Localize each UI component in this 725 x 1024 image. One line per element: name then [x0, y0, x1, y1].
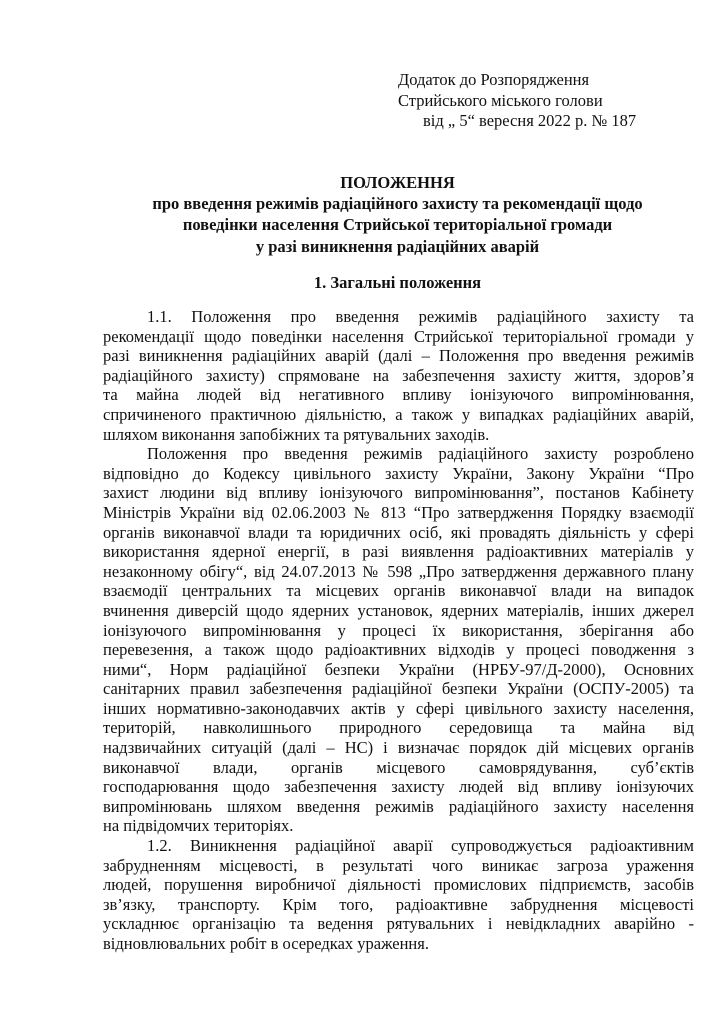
- paragraph-line: захист людини від впливу іонізуючого випромінювання”, постанов Кабінету: [103, 483, 694, 503]
- paragraph-line: спричиненого практичною діяльністю, а також у випадках радіаційних аварій,: [103, 404, 694, 424]
- paragraph-line: шляхом виконання запобіжних та рятувальних заходів.: [103, 424, 490, 444]
- paragraph-line: органів виконавчої влади та юридичних осіб, які провадять діяльність у сфері: [103, 522, 694, 542]
- paragraph-line: взаємодії центральних та місцевих органів виконавчої влади на випадок: [103, 581, 694, 601]
- paragraph-line: перевезення, а також щодо радіоактивних відходів у процесі поводження з: [103, 640, 694, 660]
- paragraph-line: 1.1. Положення про введення режимів радіаційного захисту та: [147, 307, 694, 326]
- paragraph-line: ними“, Норм радіаційної безпеки України (НРБУ-97/Д-2000), Основних: [103, 659, 694, 679]
- title-line: ПОЛОЖЕННЯ: [340, 173, 455, 192]
- paragraph-line: Міністрів України від 02.06.2003 № 813 “Про затвердження Порядку взаємодії: [103, 502, 694, 522]
- title-line: у разі виникнення радіаційних аварій: [255, 236, 540, 256]
- title-line: поведінки населення Стрийської територіальної громади: [182, 215, 613, 235]
- paragraph-line: та майна людей від негативного впливу іонізуючого випромінювання,: [103, 385, 694, 405]
- paragraph-line: господарювання щодо забезпечення захисту людей від впливу іонізуючих: [103, 777, 694, 797]
- paragraph-line: вчинення диверсій щодо ядерних установок, ядерних матеріалів, інших джерел: [103, 600, 694, 620]
- paragraph-line: разі виникнення радіаційних аварій (далі – Положення про введення режимів: [103, 346, 694, 366]
- paragraph-line: випромінювань шляхом введення режимів радіаційного захисту населення: [103, 796, 694, 816]
- paragraph-line: забрудненням місцевості, в результаті чого виникає загроза ураження: [103, 855, 694, 875]
- header-line: Стрийського міського голови: [398, 90, 603, 110]
- paragraph-line: виконавчої влади, органів місцевого самоврядування, суб’єктів: [103, 757, 694, 777]
- paragraph-line: інших нормативно-законодавчих актів у сфері цивільного захисту населення,: [103, 698, 694, 718]
- header-line: від „ 5“ вересня 2022 р. № 187: [423, 111, 637, 130]
- paragraph-line: рекомендації щодо поведінки населення Стрийської територіальної громади у: [103, 326, 694, 346]
- paragraph-line: радіаційного захисту) спрямоване на забезпечення захисту життя, здоров’я: [103, 365, 694, 385]
- paragraph-line: іонізуючого випромінювання у процесі їх використання, зберігання або: [103, 620, 694, 640]
- paragraph-line: відновлювальних робіт в осередках ураження.: [103, 934, 429, 953]
- paragraph: [103, 307, 694, 444]
- section-heading: 1. Загальні положення: [313, 273, 482, 292]
- paragraph-line: ускладнює організацію та ведення рятувальних і невідкладних аварійно -: [103, 914, 694, 934]
- paragraph-line: зв’язку, транспорту. Крім того, радіоактивне забруднення місцевості: [103, 894, 694, 914]
- paragraph-line: відповідно до Кодексу цивільного захисту України, Закону України “Про: [103, 463, 694, 483]
- paragraph-line: санітарних правил забезпечення радіаційної безпеки України (ОСПУ-2005) та: [103, 679, 694, 699]
- paragraph-line: надзвичайних ситуацій (далі – НС) і визначає порядок дій місцевих органів: [103, 738, 694, 758]
- paragraph-line: використання ядерної енергії, в разі виявлення радіоактивних матеріалів у: [103, 542, 694, 562]
- paragraph-line: територій, навколишнього природного середовища та майна від: [103, 718, 694, 738]
- title-line: про введення режимів радіаційного захисту та рекомендації щодо: [152, 194, 643, 214]
- paragraph: [103, 836, 694, 954]
- paragraph: [103, 444, 694, 836]
- header-line: Додаток до Розпорядження: [398, 70, 590, 89]
- paragraph-line: 1.2. Виникнення радіаційної аварії супроводжується радіоактивним: [147, 836, 694, 856]
- paragraph-line: на підвідомчих територіях.: [103, 816, 294, 836]
- appendix-header: [398, 70, 636, 132]
- document-body: [103, 307, 694, 954]
- paragraph-line: людей, порушення виробничої діяльності промислових підприємств, засобів: [103, 875, 694, 895]
- paragraph-line: Положення про введення режимів радіаційного захисту розроблено: [147, 444, 694, 464]
- document-title: [90, 172, 705, 257]
- paragraph-line: незаконному обігу“, від 24.07.2013 № 598 „Про затвердження державного плану: [103, 561, 694, 581]
